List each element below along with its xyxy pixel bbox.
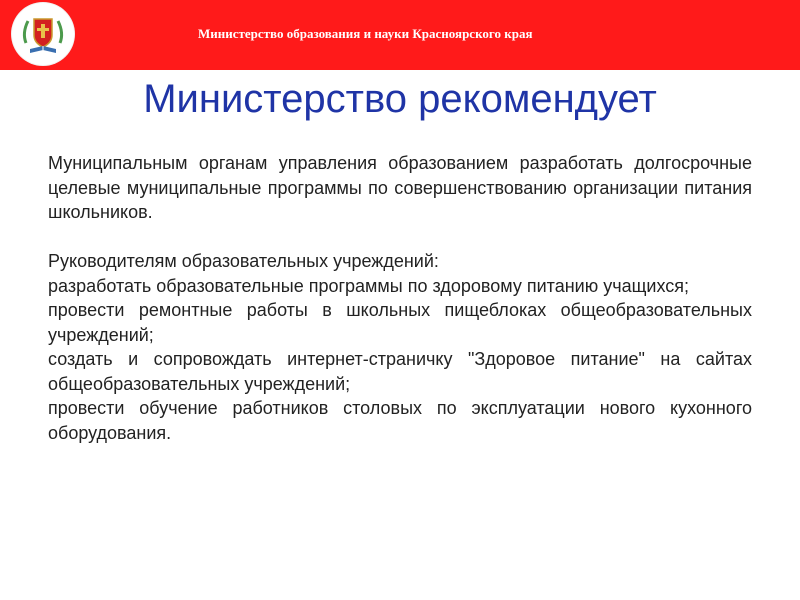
list-item: создать и сопровождать интернет-страничку "Здоровое питание" на сайтах общеобразовательных учреждений; [48,349,752,394]
coat-of-arms-icon [12,3,74,65]
list-item: провести обучение работников столовых по эксплуатации нового кухонного оборудования. [48,398,752,443]
list-item: разработать образовательные программы по здоровому питанию учащихся; [48,275,689,296]
paragraph-municipal: Муниципальным органам управления образованием разработать долгосрочные целевые муниципальные программы по совершенствованию организации питания школьников. [48,153,752,222]
list-item: провести ремонтные работы в школьных пищеблоках общеобразовательных учреждений; [48,300,752,345]
recommendations-body [48,151,752,445]
paragraph-heads-intro: Руководителям образовательных учреждений: [48,251,439,271]
logo [12,3,74,65]
paragraph-spacer [48,225,752,250]
header-bar [0,0,800,70]
page-title: Министерство рекомендует [143,77,657,121]
ministry-name: Министерство образования и науки Красноярского края [198,26,533,41]
